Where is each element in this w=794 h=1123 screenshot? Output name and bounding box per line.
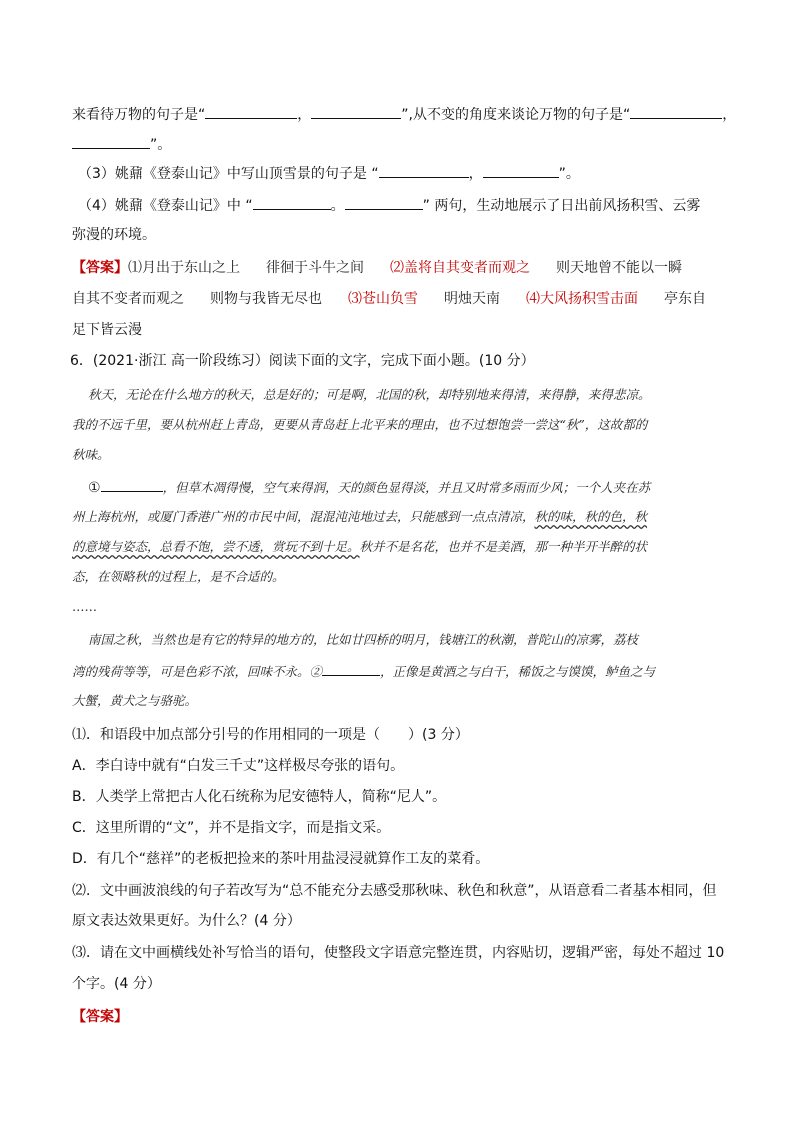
blank <box>205 104 297 119</box>
sub1-stem: ⑴．和语段中加点部分引号的作用相同的一项是（ ）(3 分） <box>72 727 469 743</box>
q5-line-2: ”。 <box>72 134 171 155</box>
blank <box>379 163 469 178</box>
q5-line-1: 来看待万物的句子是“ ， ”,从不变的角度来谈论万物的句子是“ ， <box>72 104 736 125</box>
sub1-option-a[interactable]: A．李白诗中就有“白发三千丈”这样极尽夸张的语句。 <box>72 758 405 774</box>
blank <box>72 134 150 149</box>
wavy-sentence: 秋的味，秋的色，秋 <box>534 509 648 524</box>
q5-item-3: （3）姚鼐《登泰山记》中写山顶雪景的句子是 “ ， ”。 <box>70 163 580 184</box>
ellipsis: …… <box>72 599 97 614</box>
passage-p1-line-3: 秋味。 <box>72 447 110 462</box>
q5-item-4: （4）姚鼐《登泰山记》中 “ 。 ” 两句，生动地展示了日出前风扬积雪、云雾 <box>70 195 700 216</box>
blank <box>483 163 559 178</box>
sub1-option-d[interactable]: D．有几个“慈祥”的老板把捡来的茶叶用盐浸浸就算作工友的菜肴。 <box>72 851 490 867</box>
sub1-option-b[interactable]: B．人类学上常把古人化石统称为尼安德特人，简称“尼人”。 <box>72 789 447 805</box>
answer5-line-2: 自其不变者而观之 则物与我皆无尽也 ⑶苍山负雪 明烛天南 ⑷大风扬积雪击面 亭东自 <box>72 291 706 307</box>
sub2-line-1: ⑵．文中画波浪线的句子若改写为“总不能充分去感受那秋味、秋色和秋意”，从语意看二者基本相同，但 <box>72 883 717 899</box>
blank <box>630 104 722 119</box>
passage-p2-line-4: 态，在领略秋的过程上，是不合适的。 <box>72 569 285 584</box>
sub2-line-2: 原文表达效果更好。为什么？(4 分） <box>72 913 301 929</box>
q5-line-5: 弥漫的环境。 <box>72 227 156 243</box>
passage-p3-line-2: 湾的残荷等等，可是色彩不浓，回味不永。② ，正像是黄酒之与白干，稀饭之与馍馍，鲈鱼之与 <box>72 661 655 682</box>
sub1-option-c[interactable]: C．这里所谓的“文”，并不是指文字，而是指文采。 <box>72 820 391 836</box>
passage-p2-line-1: ① ，但草木凋得慢，空气来得润，天的颜色显得淡，并且又时常多雨而少风；一个人夹在苏 <box>88 477 650 498</box>
answer-tag: 【答案】 <box>72 260 128 276</box>
passage-p1-line-2: 我的不远千里，要从杭州赶上青岛，更要从青岛赶上北平来的理由，也不过想饱尝一尝这“秋”，这故都的 <box>72 417 648 432</box>
passage-p3-line-1: 南国之秋，当然也是有它的特异的地方的，比如廿四桥的明月，钱塘江的秋潮，普陀山的凉雾，荔枝 <box>88 632 639 647</box>
blank <box>345 195 423 210</box>
blank <box>101 477 163 492</box>
blank <box>322 661 380 676</box>
blank <box>253 195 331 210</box>
sub3-line-2: 个字。(4 分） <box>72 976 161 992</box>
passage-p2-line-2: 州上海杭州，或厦门香港广州的市民中间，混混沌沌地过去，只能感到一点点清凉，秋的味，秋的色，秋 <box>72 509 648 524</box>
q6-header: 6．(2021·浙江 高一阶段练习）阅读下面的文字，完成下面小题。(10 分） <box>70 353 535 369</box>
answer6-tag: 【答案】 <box>72 1009 128 1025</box>
passage-p2-line-3: 的意境与姿态，总看不饱，尝不透，赏玩不到十足。秋并不是名花，也并不是美酒，那一种半开半醉的状 <box>72 539 648 554</box>
passage-p3-line-3: 大蟹，黄犬之与骆驼。 <box>72 693 198 708</box>
answer5-line-1: 【答案】⑴月出于东山之上 徘徊于斗牛之间 ⑵盖将自其变者而观之 则天地曾不能以一瞬 <box>72 260 682 276</box>
passage-p1-line-1: 秋天，无论在什么地方的秋天，总是好的；可是啊，北国的秋，却特别地来得清，来得静，来得悲凉。 <box>88 387 651 402</box>
blank-marker-1: ① <box>88 480 101 496</box>
wavy-sentence: 的意境与姿态，总看不饱，尝不透，赏玩不到十足。 <box>72 539 360 554</box>
answer5-line-3: 足下皆云漫 <box>72 322 142 338</box>
blank <box>311 104 401 119</box>
sub3-line-1: ⑶．请在文中画横线处补写恰当的语句，使整段文字语意完整连贯，内容贴切，逻辑严密，每处不超过 10 <box>72 945 725 961</box>
